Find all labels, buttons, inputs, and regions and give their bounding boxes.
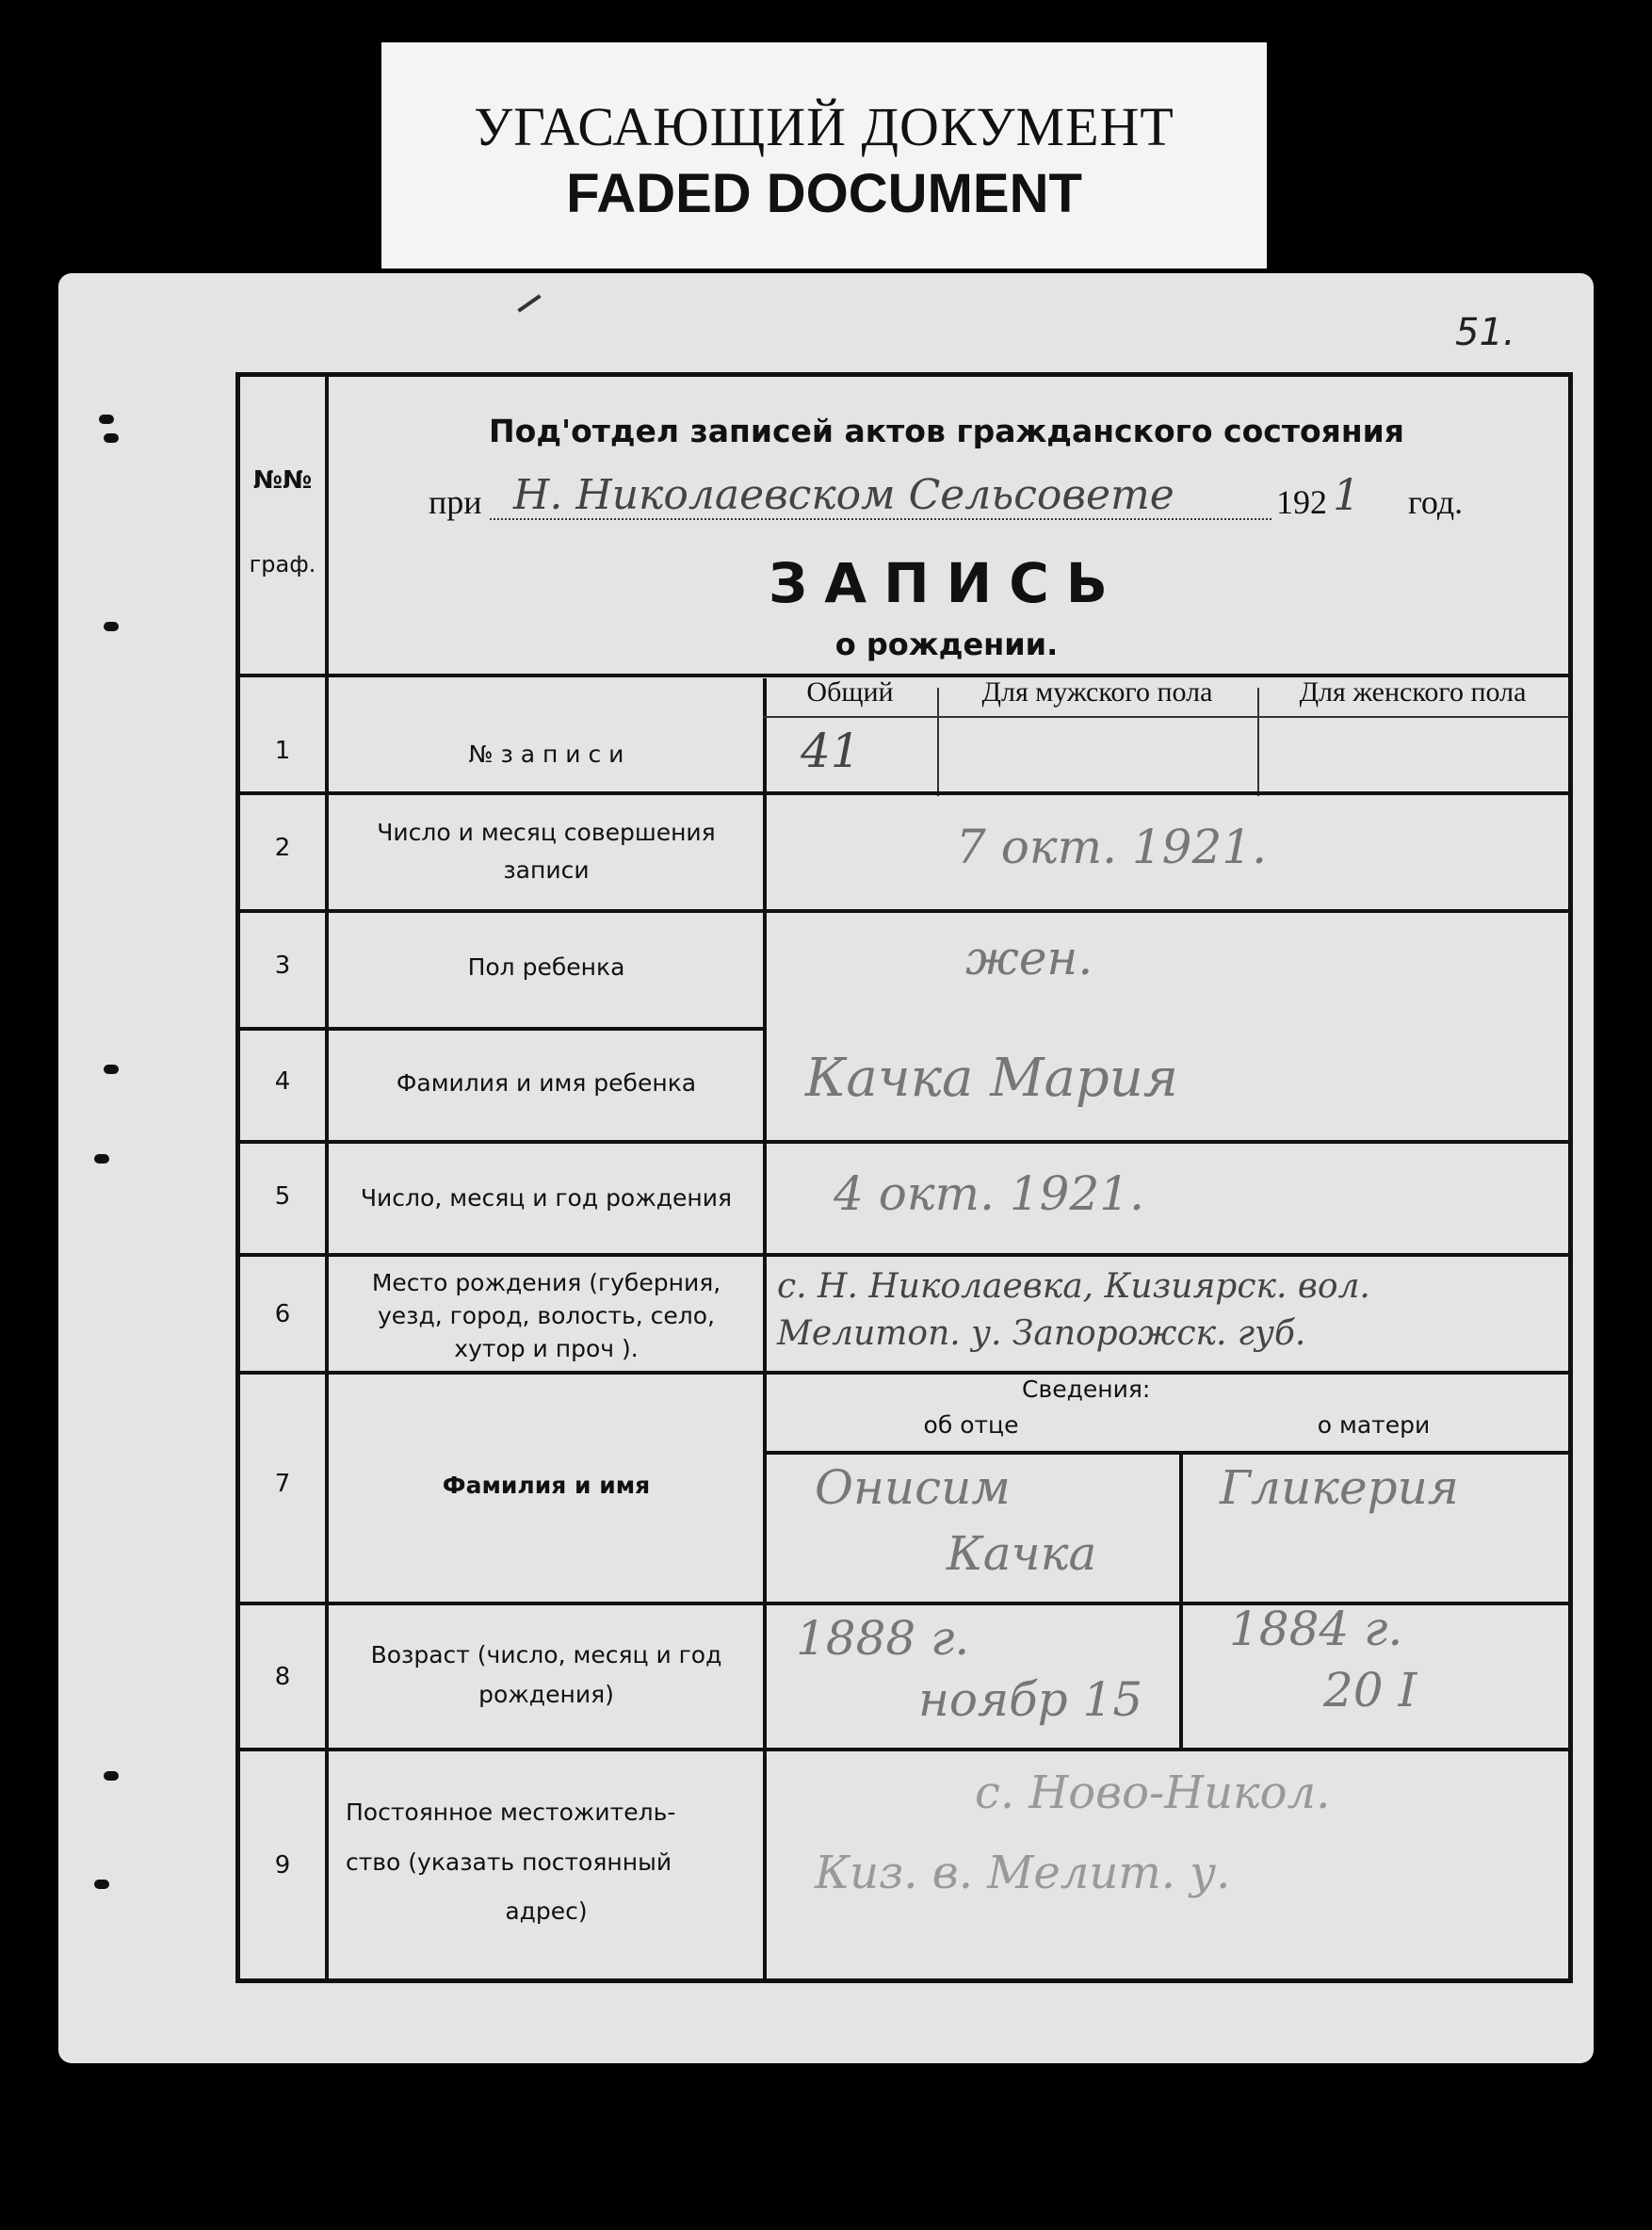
father-surname: Качка (947, 1526, 1097, 1581)
column-heading-numbers: №№ (252, 466, 313, 495)
pri-label: при (429, 483, 482, 521)
row-label-birth-place-3: хутор и проч ). (454, 1335, 639, 1362)
row-label-record-date: Число и месяц совершения (377, 819, 716, 846)
row-label-birth-place-2: уезд, город, волость, село, (377, 1302, 715, 1329)
row-divider (240, 1748, 1568, 1751)
birth-record-form (235, 372, 1573, 1983)
row-label-child-sex: Пол ребенка (467, 953, 625, 981)
department-title: Под'отдел записей актов гражданского состояния (489, 413, 1404, 449)
punch-hole (104, 1065, 119, 1074)
father-heading: об отце (923, 1411, 1019, 1439)
father-first-name: Онисим (815, 1460, 1011, 1515)
row-divider (240, 1253, 1568, 1257)
column-divider (1179, 1451, 1183, 1748)
birth-place-value-1: с. Н. Николаевка, Кизиярск. вол. (777, 1267, 1370, 1306)
father-birth-year: 1888 г. (796, 1611, 970, 1666)
row-number: 4 (274, 1067, 291, 1096)
row-number: 5 (274, 1182, 291, 1211)
row-label-age-2: рождения) (478, 1681, 614, 1708)
year-printed: 192 (1276, 483, 1327, 521)
record-title: ЗАПИСЬ (769, 551, 1125, 615)
row-divider (240, 1027, 766, 1031)
birth-date-value: 4 окт. 1921. (834, 1166, 1145, 1221)
info-heading: Сведения: (1022, 1375, 1151, 1403)
place-handwritten: Н. Николаевском Сельсовете (513, 471, 1174, 519)
row-label-birth-place: Место рождения (губерния, (371, 1269, 721, 1296)
row-label-parent-names: Фамилия и имя (442, 1472, 651, 1499)
stamp-text-ru: УГАСАЮЩИЙ ДОКУМЕНТ (474, 96, 1174, 157)
row-number: 8 (274, 1663, 291, 1691)
row-label-residence: Постоянное местожитель- (346, 1799, 676, 1826)
row-label-child-name: Фамилия и имя ребенка (396, 1069, 697, 1097)
faded-document-stamp (381, 42, 1267, 269)
stamp-text-en: FADED DOCUMENT (566, 163, 1082, 224)
mother-heading: о матери (1317, 1411, 1431, 1439)
child-sex-value: жен. (965, 931, 1093, 985)
row-number: 6 (274, 1300, 291, 1328)
col-male: Для мужского пола (981, 676, 1213, 708)
row-divider (240, 909, 1568, 913)
row-label-record-number: № з а п и с и (468, 741, 624, 768)
row-number: 1 (274, 737, 291, 765)
child-name-value: Качка Мария (805, 1048, 1178, 1109)
row-label-age: Возраст (число, месяц и год (370, 1641, 722, 1668)
punch-hole (104, 433, 119, 443)
year-handwritten: 1 (1333, 469, 1361, 520)
residence-value-1: с. Ново-Никол. (975, 1766, 1331, 1819)
punch-hole (104, 1771, 119, 1781)
page-number: 51. (1455, 311, 1515, 354)
column-divider (325, 377, 329, 1978)
row-number: 9 (274, 1851, 291, 1880)
col-female: Для женского пола (1299, 676, 1527, 708)
row-label-residence-3: адрес) (505, 1897, 588, 1925)
residence-value-2: Киз. в. Мелит. у. (815, 1847, 1231, 1899)
birth-place-value-2: Мелитоп. у. Запорожск. губ. (777, 1314, 1306, 1353)
row-label-record-date-2: записи (503, 856, 590, 884)
punch-hole (99, 415, 114, 424)
god-label: год. (1408, 483, 1464, 521)
punch-hole (104, 622, 119, 631)
punch-hole (94, 1880, 109, 1889)
mother-birth-date: 20 I (1323, 1663, 1417, 1717)
row-divider (240, 1140, 1568, 1144)
col-total: Общий (806, 676, 894, 708)
record-number-value: 41 (801, 724, 861, 778)
column-heading-field: граф. (249, 551, 316, 578)
row-label-birth-date: Число, месяц и год рождения (360, 1184, 733, 1212)
mother-first-name: Гликерия (1220, 1460, 1459, 1515)
mother-birth-year: 1884 г. (1229, 1602, 1403, 1656)
father-birth-date: ноябр 15 (918, 1672, 1143, 1727)
row-divider (763, 716, 1568, 718)
row-label-residence-2: ство (указать постоянный (346, 1848, 672, 1876)
record-subtitle: о рождении. (834, 627, 1059, 662)
row-number: 2 (274, 834, 291, 862)
row-divider (763, 1451, 1568, 1455)
row-number: 3 (274, 952, 291, 980)
punch-hole (94, 1154, 109, 1164)
row-divider (240, 791, 1568, 795)
row-number: 7 (274, 1470, 291, 1498)
record-date-value: 7 окт. 1921. (956, 820, 1268, 874)
row-divider (240, 1371, 1568, 1375)
